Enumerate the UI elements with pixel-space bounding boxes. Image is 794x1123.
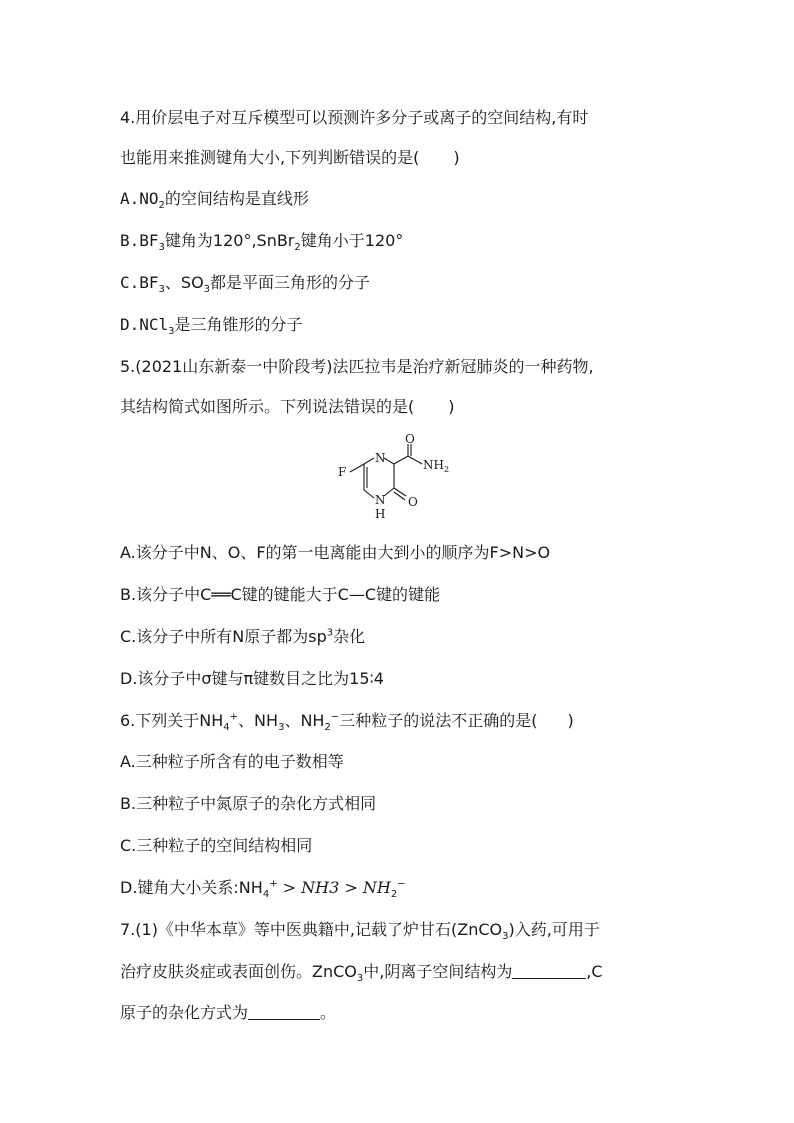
q5-option-a: A.该分子中N、O、F的第一电离能由大到小的顺序为F>N>O — [120, 543, 551, 562]
q5-stem-line1: 5.(2021山东新泰一中阶段考)法匹拉韦是治疗新冠肺炎的一种药物, — [120, 357, 594, 376]
q6-option-c: C.三种粒子的空间结构相同 — [120, 836, 313, 855]
atom-o-bottom: O — [408, 495, 418, 509]
q6-stem: 6.下列关于$NH_4^+$、$NH_3$、$NH_2^-$三种粒子的说法不正确的是( ) — [120, 711, 574, 734]
answer-blank-anion-structure[interactable] — [512, 962, 586, 979]
q7-line1: 7.(1)《中华本草》等中医典籍中,记载了炉甘石(ZnCO$_3$)入药,可用于 — [120, 920, 600, 943]
favipiravir-structure — [338, 434, 458, 528]
atom-h-bottom: H — [375, 507, 386, 521]
atom-o-top: O — [405, 434, 415, 446]
q6-option-a: A.三种粒子所含有的电子数相等 — [120, 752, 344, 771]
q5-option-c: C.该分子中所有N原子都为$sp^3$杂化 — [120, 627, 366, 646]
atom-nh2: $NH_2$ — [423, 458, 450, 474]
q5-option-d: D.该分子中σ键与π键数目之比为15∶4 — [120, 669, 384, 688]
q4-option-c: $C.BF_3$、$SO_3$都是平面三角形的分子 — [120, 273, 371, 296]
q5-option-b: B.该分子中C══C键的键能大于C—C键的键能 — [120, 585, 441, 604]
atom-n-top: N — [375, 451, 386, 465]
atom-n-bottom: N — [375, 493, 386, 507]
q6-option-b: B.三种粒子中氮原子的杂化方式相同 — [120, 794, 377, 813]
q4-stem-line1: 4.用价层电子对互斥模型可以预测许多分子或离子的空间结构,有时 — [120, 108, 589, 127]
q6-option-d: D.键角大小关系$:NH_4^+ > NH3 > NH_2^-$ — [120, 878, 406, 901]
q5-stem-line2: 其结构简式如图所示。下列说法错误的是( ) — [120, 397, 455, 416]
q4-stem-line2: 也能用来推测键角大小,下列判断错误的是( ) — [120, 148, 460, 167]
bond-f-c — [350, 464, 364, 472]
q7-line2: 治疗皮肤炎症或表面创伤。ZnCO$_3$中,阴离子空间结构为 ,C — [120, 962, 603, 985]
q4-option-a: $A.NO_2$的空间结构是直线形 — [120, 189, 309, 212]
q7-line3: 原子的杂化方式为 。 — [120, 1003, 337, 1022]
q4-option-d: D.NCl$_3$是三角锥形的分子 — [120, 315, 303, 338]
answer-blank-hybridization[interactable] — [248, 1003, 320, 1020]
atom-f: F — [338, 465, 347, 479]
q4-option-b: $B.BF_3$键角为120°,SnBr$_2$键角小于120° — [120, 231, 404, 254]
